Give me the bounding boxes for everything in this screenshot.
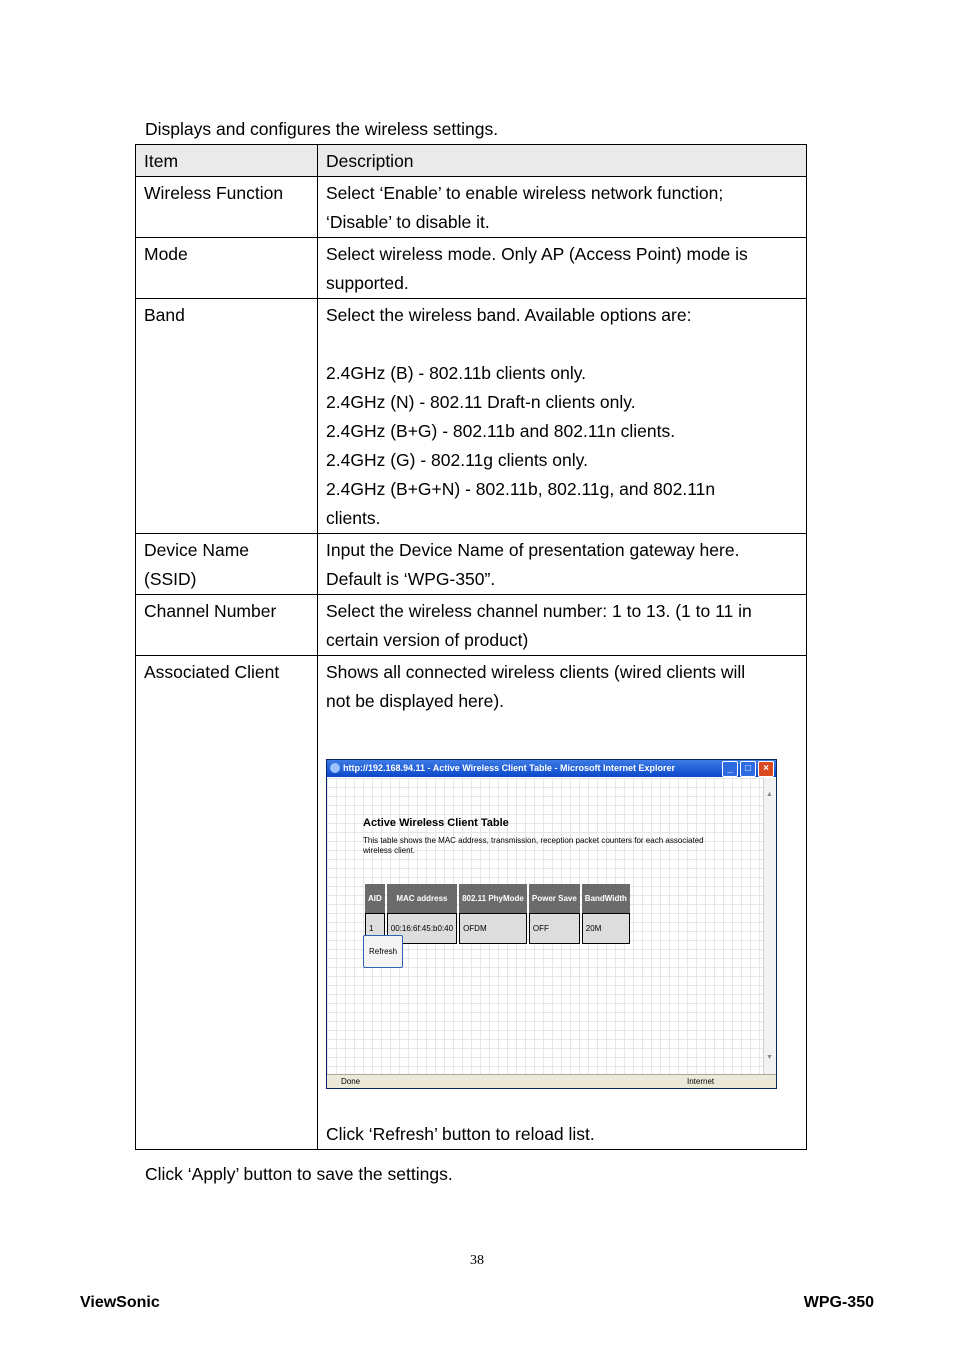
scroll-down-icon[interactable]: ▼ (766, 1054, 773, 1061)
client-row (365, 913, 630, 944)
table-body (136, 177, 807, 1150)
ie-scrollbar[interactable] (763, 778, 776, 1074)
ie-window-title: http://192.168.94.11 - Active Wireless Client Table - Microsoft Internet Explorer (343, 763, 676, 773)
row-item (136, 299, 318, 534)
ie-titlebar (327, 760, 776, 777)
header-description: Description (318, 145, 807, 177)
description-line: Select wireless mode. Only AP (Access Point) mode is (326, 244, 748, 264)
row-item (136, 177, 318, 238)
description-line: 2.4GHz (B) - 802.11b clients only. (326, 363, 587, 383)
row-item (136, 534, 318, 595)
row-description (318, 177, 807, 238)
row-description (318, 299, 807, 534)
client-col-header: AID (365, 884, 385, 913)
ie-content (327, 778, 764, 1074)
client-table (363, 884, 632, 944)
client-cell: OFDM (459, 913, 527, 944)
client-cell: 00:16:6f:45:b0:40 (387, 913, 457, 944)
item-line: Wireless Function (144, 183, 284, 203)
item-line: Channel Number (144, 601, 277, 621)
client-col-header: 802.11 PhyMode (459, 884, 527, 913)
item-line: Associated Client (144, 662, 280, 682)
ie-logo-icon (330, 763, 340, 773)
refresh-button[interactable]: Refresh (363, 935, 403, 968)
row-item (136, 595, 318, 656)
table-row (136, 534, 807, 595)
ie-statusbar (327, 1074, 776, 1088)
item-line: Device Name (144, 540, 250, 560)
client-cell: 1 (365, 913, 385, 944)
refresh-note: Click ‘Refresh’ button to reload list. (326, 1124, 595, 1144)
row-description (318, 656, 807, 1150)
ie-screenshot (326, 759, 777, 1089)
scroll-up-icon[interactable]: ▲ (766, 791, 773, 798)
client-col-header: Power Save (529, 884, 580, 913)
description-line: ‘Disable’ to disable it. (326, 212, 490, 232)
client-col-header: BandWidth (582, 884, 630, 913)
intro-text: Displays and configures the wireless settings. (145, 119, 499, 139)
status-done: Done (341, 1077, 361, 1086)
description-line: 2.4GHz (N) - 802.11 Draft-n clients only. (326, 392, 636, 412)
description-line: 2.4GHz (B+G+N) - 802.11b, 802.11g, and 802.11n (326, 479, 716, 499)
row-item (136, 238, 318, 299)
description-line: Select the wireless channel number: 1 to 13. (1 to 11 in (326, 601, 752, 621)
description-line: supported. (326, 273, 409, 293)
item-line: Band (144, 305, 185, 325)
close-icon[interactable]: × (758, 761, 774, 777)
description-line (326, 330, 798, 359)
description-line: Select ‘Enable’ to enable wireless network function; (326, 183, 724, 203)
ie-heading: Active Wireless Client Table (363, 817, 509, 829)
table-row (136, 299, 807, 534)
description-line: clients. (326, 508, 381, 528)
client-cell: OFF (529, 913, 580, 944)
row-item (136, 656, 318, 1150)
row-description (318, 534, 807, 595)
row-description (318, 238, 807, 299)
client-cell: 20M (582, 913, 630, 944)
row-description (318, 595, 807, 656)
item-line: (SSID) (144, 569, 197, 589)
description-line: Default is ‘WPG-350”. (326, 569, 496, 589)
maximize-icon[interactable]: □ (740, 761, 756, 777)
description-line: 2.4GHz (G) - 802.11g clients only. (326, 450, 588, 470)
apply-note: Click ‘Apply’ button to save the settings. (145, 1164, 453, 1184)
description-line: 2.4GHz (B+G) - 802.11b and 802.11n clients. (326, 421, 676, 441)
table-row (136, 656, 807, 1150)
description-line: Shows all connected wireless clients (wired clients will (326, 662, 746, 682)
header-item: Item (136, 145, 318, 177)
footer-model: WPG-350 (803, 1294, 874, 1311)
footer-brand: ViewSonic (80, 1294, 160, 1311)
table-header-row (136, 145, 807, 177)
item-line: Mode (144, 244, 188, 264)
page-number: 38 (470, 1253, 484, 1268)
table-row (136, 177, 807, 238)
table-row (136, 238, 807, 299)
ie-description: This table shows the MAC address, transmission, reception packet counters for each associated wireless client. (363, 836, 704, 855)
settings-table (135, 144, 807, 1150)
table-row (136, 595, 807, 656)
description-line: Input the Device Name of presentation gateway here. (326, 540, 740, 560)
description-line: certain version of product) (326, 630, 529, 650)
minimize-icon[interactable]: _ (722, 761, 738, 777)
client-col-header: MAC address (387, 884, 457, 913)
description-line: not be displayed here). (326, 691, 505, 711)
status-zone: Internet (687, 1077, 715, 1086)
description-line: Select the wireless band. Available options are: (326, 305, 692, 325)
